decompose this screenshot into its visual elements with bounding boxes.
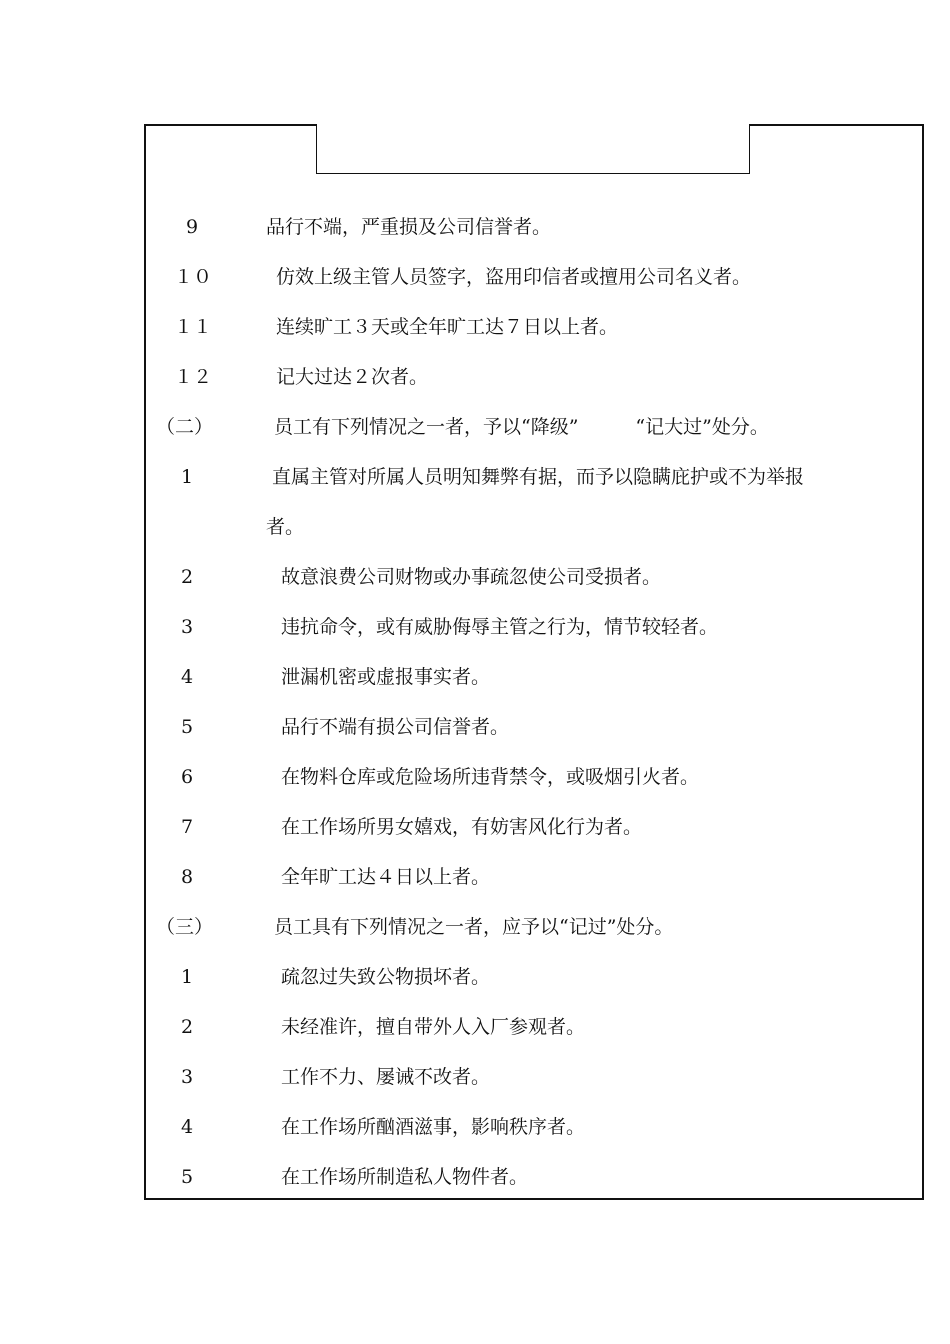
section-number: （三） — [156, 916, 214, 938]
list-item — [0, 460, 950, 494]
item-number: 6 — [181, 766, 194, 788]
item-text: 品行不端，严重损及公司信誉者。 — [266, 216, 552, 238]
item-text: 直属主管对所属人员明知舞弊有据，而予以隐瞒庇护或不为举报 — [272, 466, 805, 488]
item-text: 疏忽过失致公物损坏者。 — [281, 966, 491, 988]
list-item — [0, 610, 950, 644]
item-text: 未经准许，擅自带外人入厂参观者。 — [281, 1016, 586, 1038]
list-item-continuation — [0, 510, 950, 544]
list-item — [0, 660, 950, 694]
section-heading — [0, 410, 950, 444]
list-item — [0, 260, 950, 294]
section-text: 员工有下列情况之一者，予以“降级” “记大过”处分。 — [274, 416, 769, 438]
item-text: 记大过达２次者。 — [276, 366, 429, 388]
section-text: 员工具有下列情况之一者，应予以“记过”处分。 — [274, 916, 674, 938]
list-item — [0, 210, 950, 244]
list-item — [0, 560, 950, 594]
item-text: 在物料仓库或危险场所违背禁令，或吸烟引火者。 — [281, 766, 700, 788]
item-text: 全年旷工达４日以上者。 — [281, 866, 491, 888]
header-box — [316, 124, 750, 174]
list-item — [0, 760, 950, 794]
list-item — [0, 1060, 950, 1094]
item-number: １０ — [174, 266, 213, 288]
item-text: 违抗命令，或有威胁侮辱主管之行为，情节较轻者。 — [281, 616, 719, 638]
item-number: 1 — [181, 466, 194, 488]
item-text: 仿效上级主管人员签字，盗用印信者或擅用公司名义者。 — [276, 266, 752, 288]
item-text: 泄漏机密或虚报事实者。 — [281, 666, 491, 688]
list-item — [0, 860, 950, 894]
item-number: 4 — [181, 1116, 194, 1138]
list-item — [0, 1110, 950, 1144]
list-item — [0, 360, 950, 394]
item-number: １２ — [174, 366, 213, 388]
item-number: 2 — [181, 566, 194, 588]
item-text: 者。 — [266, 516, 305, 538]
list-item — [0, 1010, 950, 1044]
item-number: 3 — [181, 1066, 194, 1088]
item-text: 在工作场所酗酒滋事，影响秩序者。 — [281, 1116, 586, 1138]
item-number: 3 — [181, 616, 194, 638]
item-text: 连续旷工３天或全年旷工达７日以上者。 — [276, 316, 619, 338]
item-text: 故意浪费公司财物或办事疏忽使公司受损者。 — [281, 566, 662, 588]
section-number: （二） — [156, 416, 214, 438]
item-number: １１ — [174, 316, 213, 338]
item-number: 5 — [181, 1166, 194, 1188]
header-title — [317, 124, 749, 173]
item-number: 4 — [181, 666, 194, 688]
item-text: 品行不端有损公司信誉者。 — [281, 716, 510, 738]
item-number: 8 — [181, 866, 194, 888]
list-item — [0, 1160, 950, 1194]
item-number: 7 — [181, 816, 194, 838]
item-number: 5 — [181, 716, 194, 738]
item-text: 在工作场所制造私人物件者。 — [281, 1166, 529, 1188]
list-item — [0, 710, 950, 744]
item-number: 9 — [186, 216, 199, 238]
list-item — [0, 810, 950, 844]
item-number: 2 — [181, 1016, 194, 1038]
section-heading — [0, 910, 950, 944]
list-item — [0, 310, 950, 344]
item-number: 1 — [181, 966, 194, 988]
item-text: 工作不力、屡诫不改者。 — [281, 1066, 491, 1088]
list-item — [0, 960, 950, 994]
item-text: 在工作场所男女嬉戏，有妨害风化行为者。 — [281, 816, 643, 838]
